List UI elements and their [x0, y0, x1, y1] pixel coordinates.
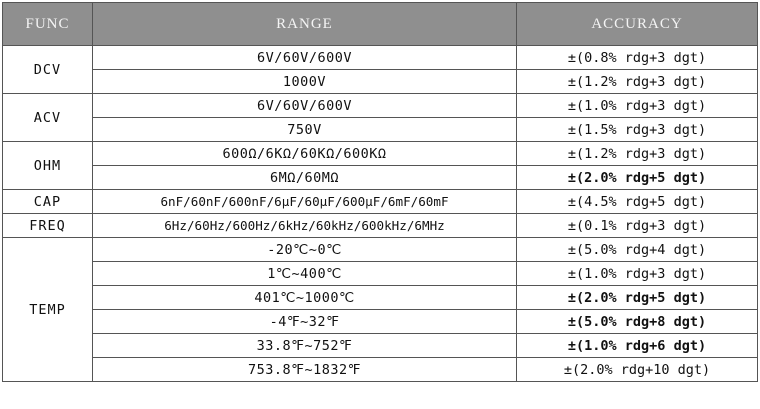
func-cell-temp: TEMP	[3, 238, 93, 382]
range-cell: 6V/60V/600V	[93, 46, 517, 70]
accuracy-cell: ±(1.2% rdg+3 dgt)	[517, 70, 758, 94]
accuracy-cell: ±(5.0% rdg+4 dgt)	[517, 238, 758, 262]
header-range: RANGE	[93, 3, 517, 46]
table-row	[3, 94, 758, 118]
table-row	[3, 46, 758, 70]
table-row	[3, 334, 758, 358]
range-cell: 6Hz/60Hz/600Hz/6kHz/60kHz/600kHz/6MHz	[93, 214, 517, 238]
table-row	[3, 166, 758, 190]
table-row	[3, 142, 758, 166]
range-cell: 6V/60V/600V	[93, 94, 517, 118]
accuracy-cell: ±(0.1% rdg+3 dgt)	[517, 214, 758, 238]
accuracy-cell: ±(2.0% rdg+5 dgt)	[517, 166, 758, 190]
func-cell-acv: ACV	[3, 94, 93, 142]
range-cell: 753.8℉~1832℉	[93, 358, 517, 382]
table-row	[3, 118, 758, 142]
range-cell: -4℉~32℉	[93, 310, 517, 334]
table-row	[3, 214, 758, 238]
range-cell: 6MΩ/60MΩ	[93, 166, 517, 190]
table-row	[3, 262, 758, 286]
range-cell: 600Ω/6KΩ/60KΩ/600KΩ	[93, 142, 517, 166]
spec-table-header	[3, 3, 758, 46]
table-row	[3, 238, 758, 262]
range-cell: 33.8℉~752℉	[93, 334, 517, 358]
range-cell: 1℃~400℃	[93, 262, 517, 286]
header-row	[3, 3, 758, 46]
accuracy-cell: ±(4.5% rdg+5 dgt)	[517, 190, 758, 214]
range-cell: -20℃~0℃	[93, 238, 517, 262]
accuracy-cell: ±(2.0% rdg+10 dgt)	[517, 358, 758, 382]
accuracy-cell: ±(2.0% rdg+5 dgt)	[517, 286, 758, 310]
range-cell: 750V	[93, 118, 517, 142]
spec-table-body	[3, 46, 758, 382]
accuracy-cell: ±(1.0% rdg+3 dgt)	[517, 94, 758, 118]
accuracy-cell: ±(5.0% rdg+8 dgt)	[517, 310, 758, 334]
table-row	[3, 358, 758, 382]
accuracy-cell: ±(1.5% rdg+3 dgt)	[517, 118, 758, 142]
func-cell-freq: FREQ	[3, 214, 93, 238]
accuracy-cell: ±(1.2% rdg+3 dgt)	[517, 142, 758, 166]
func-cell-ohm: OHM	[3, 142, 93, 190]
table-row	[3, 286, 758, 310]
header-func: FUNC	[3, 3, 93, 46]
func-cell-dcv: DCV	[3, 46, 93, 94]
table-row	[3, 70, 758, 94]
header-accuracy: ACCURACY	[517, 3, 758, 46]
range-cell: 1000V	[93, 70, 517, 94]
range-cell: 401℃~1000℃	[93, 286, 517, 310]
range-cell: 6nF/60nF/600nF/6μF/60μF/600μF/6mF/60mF	[93, 190, 517, 214]
func-cell-cap: CAP	[3, 190, 93, 214]
accuracy-cell: ±(1.0% rdg+3 dgt)	[517, 262, 758, 286]
spec-table	[2, 2, 758, 382]
table-row	[3, 190, 758, 214]
accuracy-cell: ±(1.0% rdg+6 dgt)	[517, 334, 758, 358]
accuracy-cell: ±(0.8% rdg+3 dgt)	[517, 46, 758, 70]
table-row	[3, 310, 758, 334]
